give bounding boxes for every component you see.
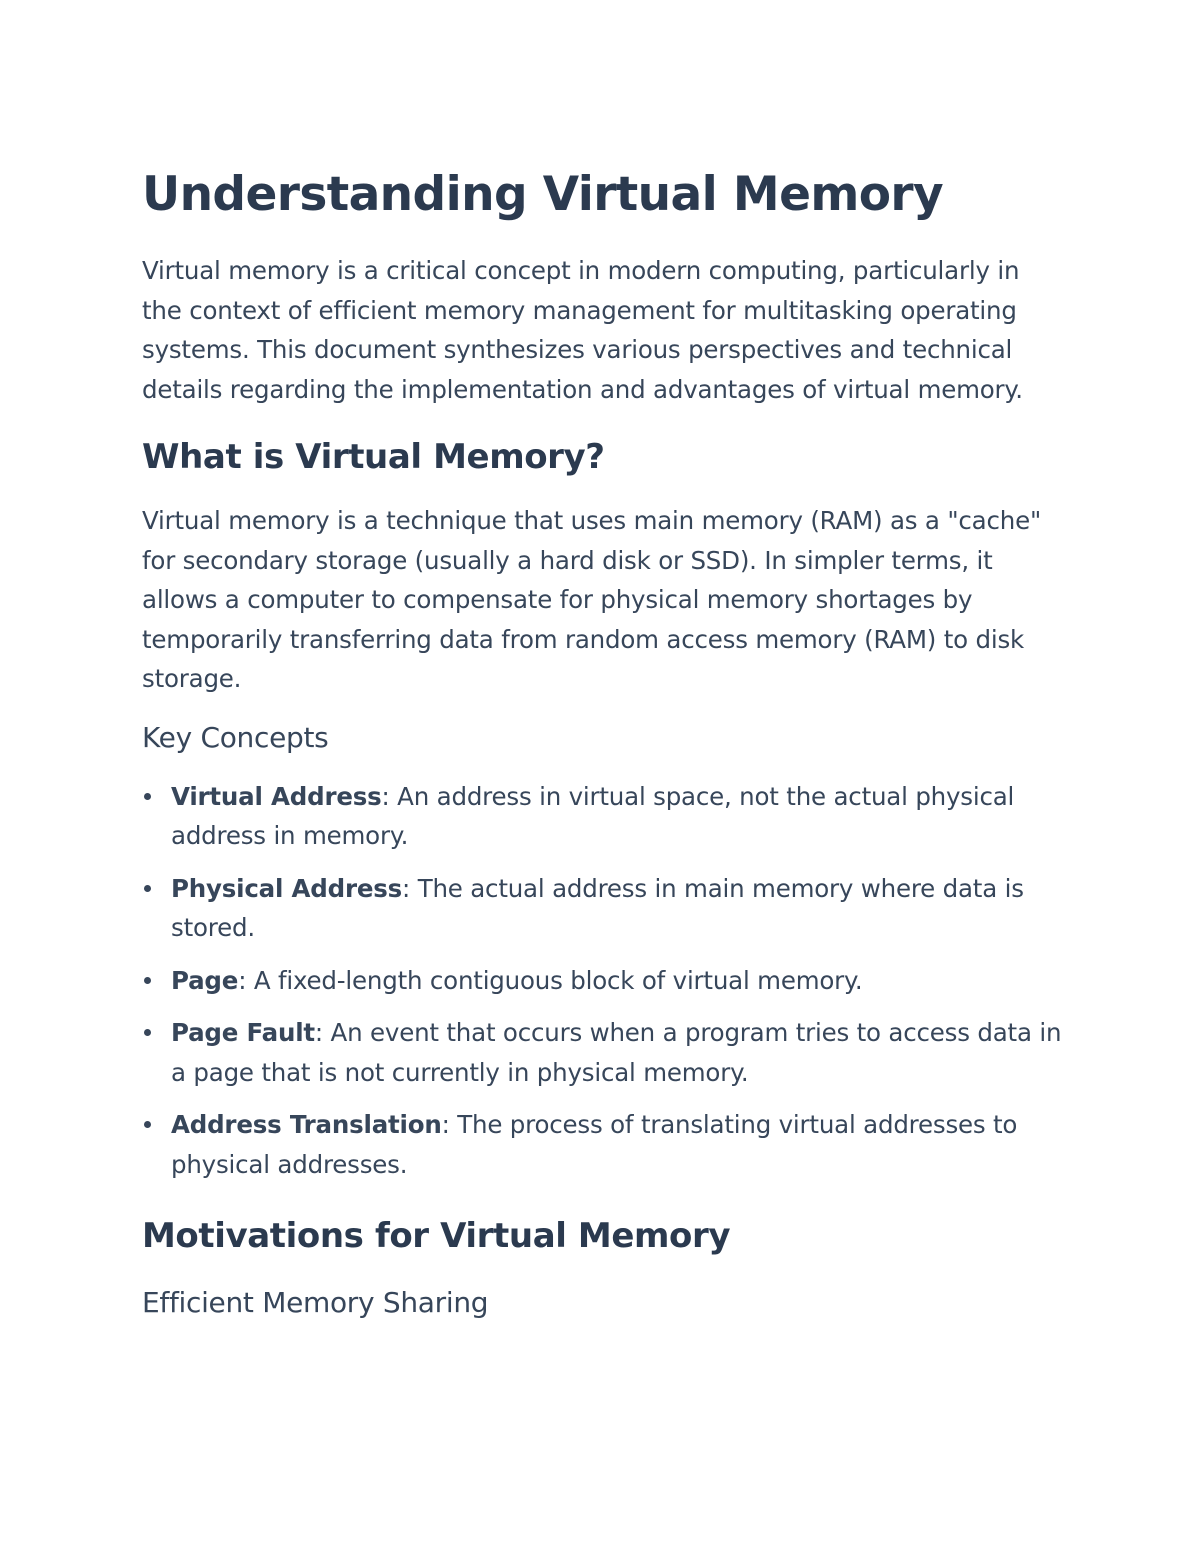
list-item — [142, 1013, 1062, 1092]
key-concepts-list — [142, 777, 1062, 1185]
bullet-icon — [144, 1029, 151, 1036]
bullet-icon — [144, 1121, 151, 1128]
concept-definition: : A fixed-length contiguous block of virtual memory. — [238, 965, 863, 995]
concept-term: Address Translation — [171, 1110, 442, 1139]
list-item — [142, 869, 1062, 948]
concept-definition: : The actual address in main memory where data is stored. — [171, 873, 1024, 942]
definition-paragraph: Virtual memory is a technique that uses main memory (RAM) as a "cache" for secondary storage (usually a hard disk or SSD). In simpler terms, it allows a computer to compensate for physical memory shortages by temporarily transferring data from random access memory (RAM) to disk storage. — [142, 506, 1042, 693]
concept-definition: : An event that occurs when a program tries to access data in a page that is not currently in physical memory. — [171, 1018, 1062, 1087]
concept-term: Page Fault — [171, 1018, 315, 1047]
bullet-icon — [144, 977, 151, 984]
intro-paragraph: Virtual memory is a critical concept in modern computing, particularly in the context of efficient memory management for multitasking operating systems. This document synthesizes various perspectives and technical details regarding the implementation and advantages of virtual memory. — [142, 256, 1023, 404]
concept-definition: : The process of translating virtual addresses to physical addresses. — [171, 1110, 1018, 1179]
concept-term: Physical Address — [171, 873, 403, 903]
concept-term: Virtual Address — [171, 781, 382, 811]
section-heading-what-is-virtual-memory: What is Virtual Memory? — [142, 437, 605, 477]
list-item — [142, 1105, 1062, 1184]
concept-term: Page — [171, 965, 239, 995]
document-title: Understanding Virtual Memory — [142, 167, 944, 222]
concept-definition: : An address in virtual space, not the actual physical address in memory. — [171, 781, 1015, 850]
list-item — [142, 777, 1062, 856]
subheading-key-concepts: Key Concepts — [142, 720, 329, 754]
document-page — [142, 165, 1062, 1322]
subheading-efficient-memory-sharing: Efficient Memory Sharing — [142, 1286, 489, 1319]
list-item — [142, 961, 1062, 1001]
bullet-icon — [144, 885, 151, 892]
section-heading-motivations: Motivations for Virtual Memory — [142, 1216, 731, 1256]
bullet-icon — [144, 793, 151, 800]
